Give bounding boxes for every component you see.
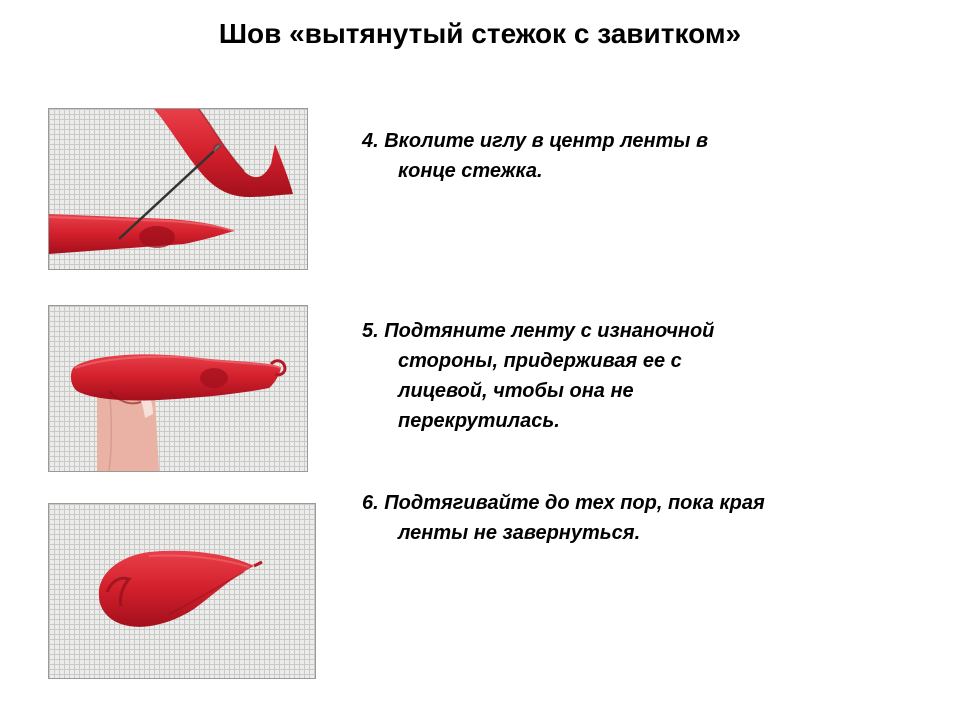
needle-through-ribbon-photo xyxy=(48,108,308,270)
step-6-line-2: ленты не завернуться. xyxy=(398,522,641,544)
step-4-line-2: конце стежка. xyxy=(398,160,543,182)
step-5-line-1: 5. Подтяните ленту с изнаночной xyxy=(362,320,715,342)
curled-ribbon-stitch-photo xyxy=(48,503,316,679)
step-4-line-1: 4. Вколите иглу в центр ленты в xyxy=(362,130,709,152)
step-4-text xyxy=(362,126,708,186)
step-5-line-4: перекрутилась. xyxy=(398,410,560,432)
step-6-text xyxy=(362,488,765,548)
step-5-line-2: стороны, придерживая ее с xyxy=(398,350,682,372)
step-5-text xyxy=(362,316,714,436)
finger-holding-ribbon-photo xyxy=(48,305,308,472)
page-title: Шов «вытянутый стежок с завитком» xyxy=(218,18,742,49)
step-5-line-3: лицевой, чтобы она не xyxy=(398,380,634,402)
step-6-line-1: 6. Подтягивайте до тех пор, пока края xyxy=(362,492,765,514)
